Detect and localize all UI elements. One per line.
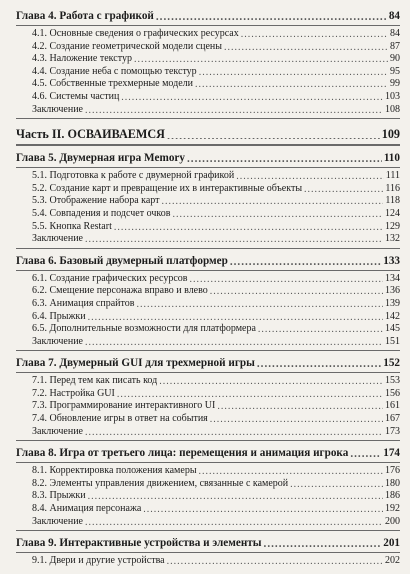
dot-leader	[236, 171, 384, 181]
chapter-heading-page-number: 152	[383, 357, 400, 370]
subsection-entry-title: 8.1. Корректировка положения камеры	[32, 465, 197, 477]
conclusion-entry	[16, 336, 400, 349]
dot-leader	[258, 324, 383, 334]
chapter-heading	[16, 535, 400, 553]
subsection-entry-page-number: 161	[385, 400, 400, 412]
subsection-entry	[16, 323, 400, 336]
dot-leader	[199, 466, 383, 476]
dot-leader	[172, 209, 383, 219]
chapter-heading-title: Глава 7. Двумерный GUI для трехмерной игры	[16, 357, 255, 370]
subsection-entry	[16, 413, 400, 426]
dot-leader	[143, 504, 383, 514]
subsection-entry	[16, 66, 400, 79]
chapter-section	[16, 445, 400, 531]
conclusion-entry-page-number: 108	[385, 103, 400, 115]
conclusion-entry-title: Заключение	[32, 335, 83, 347]
subsection-entry	[16, 221, 400, 234]
dot-leader	[224, 42, 388, 52]
subsection-entry-title: 4.6. Системы частиц	[32, 90, 120, 102]
conclusion-entry-page-number: 173	[385, 425, 400, 437]
conclusion-entry-title: Заключение	[32, 233, 83, 245]
part-heading-title: Часть II. ОСВАИВАЕМСЯ	[16, 127, 165, 142]
subsection-entry-title: 8.3. Прыжки	[32, 490, 86, 502]
subsection-entry-page-number: 136	[385, 285, 400, 297]
subsection-entry-title: 8.4. Анимация персонажа	[32, 503, 142, 515]
dot-leader	[210, 286, 383, 296]
conclusion-entry	[16, 516, 400, 529]
dot-leader	[85, 427, 383, 437]
chapter-section	[16, 8, 400, 119]
chapter-heading-page-number: 201	[383, 537, 400, 550]
subsection-entry	[16, 311, 400, 324]
subsection-entry-title: 6.5. Дополнительные возможности для платформера	[32, 323, 256, 335]
conclusion-entry-title: Заключение	[32, 103, 83, 115]
subsection-entry-title: 4.1. Основные сведения о графических ресурсах	[32, 28, 239, 39]
subsection-entry-page-number: 156	[385, 387, 400, 399]
conclusion-entry	[16, 104, 400, 117]
dot-leader	[88, 491, 383, 501]
subsection-entry	[16, 183, 400, 196]
dot-leader	[136, 299, 383, 309]
chapter-section	[16, 253, 400, 352]
subsection-entry	[16, 28, 400, 41]
dot-leader	[85, 517, 383, 527]
dot-leader	[162, 196, 384, 206]
subsection-entry-title: 5.5. Кнопка Restart	[32, 220, 112, 232]
chapter-heading-title: Глава 9. Интерактивные устройства и элементы	[16, 537, 262, 550]
conclusion-entry	[16, 233, 400, 246]
subsection-entry	[16, 388, 400, 401]
subsection-entry-title: 7.1. Перед тем как писать код	[32, 375, 158, 387]
conclusion-entry	[16, 426, 400, 439]
conclusion-entry-page-number: 151	[385, 335, 400, 347]
subsection-entry	[16, 273, 400, 286]
subsection-entry-title: 7.2. Настройка GUI	[32, 387, 115, 399]
subsection-entry-page-number: 129	[385, 220, 400, 232]
chapter-heading-page-number: 84	[388, 10, 400, 22]
subsection-entry-title: 6.4. Прыжки	[32, 310, 86, 322]
chapter-heading-title: Глава 4. Работа с графикой	[16, 10, 154, 22]
conclusion-entry-title: Заключение	[32, 425, 83, 437]
subsection-entry-page-number: 124	[385, 207, 400, 219]
dot-leader	[156, 9, 387, 20]
subsection-entry-title: 6.1. Создание графических ресурсов	[32, 272, 188, 284]
dot-leader	[167, 556, 383, 566]
dot-leader	[121, 92, 383, 102]
subsection-entry-page-number: 84	[390, 28, 400, 39]
subsection-entry-page-number: 118	[385, 195, 400, 207]
chapter-heading-page-number: 133	[383, 254, 400, 267]
subsection-entry	[16, 503, 400, 516]
chapter-heading	[16, 355, 400, 373]
subsection-entry-page-number: 90	[390, 53, 400, 65]
subsection-entry	[16, 400, 400, 413]
chapter-heading	[16, 445, 400, 463]
subsection-entry	[16, 53, 400, 66]
subsection-entry-page-number: 87	[390, 40, 400, 52]
dot-leader	[88, 312, 383, 322]
dot-leader	[257, 356, 381, 367]
conclusion-entry-page-number: 132	[385, 233, 400, 245]
table-of-contents	[16, 8, 400, 574]
subsection-entry-page-number: 176	[385, 465, 400, 477]
dot-leader	[85, 105, 383, 115]
dot-leader	[241, 29, 388, 39]
dot-leader	[199, 67, 388, 77]
subsection-entry-page-number: 99	[390, 78, 400, 90]
subsection-entry	[16, 208, 400, 221]
subsection-entry-page-number: 103	[385, 90, 400, 102]
subsection-entry	[16, 490, 400, 503]
subsection-entry-title: 8.2. Элементы управления движением, связанные с камерой	[32, 477, 289, 489]
chapter-heading-title: Глава 6. Базовый двумерный платформер	[16, 254, 228, 267]
dot-leader	[114, 222, 383, 232]
subsection-entry-page-number: 116	[385, 182, 400, 194]
subsection-entry	[16, 465, 400, 478]
conclusion-entry-title: Заключение	[32, 515, 83, 527]
subsection-entry-title: 7.4. Обновление игры в ответ на события	[32, 413, 208, 425]
chapter-heading-page-number: 110	[383, 152, 400, 165]
subsection-entry-title: 5.3. Отображение набора карт	[32, 195, 160, 207]
dot-leader	[350, 446, 381, 457]
dot-leader	[230, 254, 381, 265]
subsection-entry-title: 6.3. Анимация спрайтов	[32, 297, 135, 309]
dot-leader	[190, 274, 384, 284]
chapter-section	[16, 355, 400, 441]
subsection-entry	[16, 555, 400, 568]
subsection-entry-title: 4.3. Наложение текстур	[32, 53, 132, 65]
subsection-entry	[16, 375, 400, 388]
subsection-entry-title: 5.2. Создание карт и превращение их в интерактивные объекты	[32, 182, 303, 194]
subsection-entry-page-number: 202	[385, 555, 400, 567]
subsection-entry-page-number: 145	[385, 323, 400, 335]
subsection-entry	[16, 478, 400, 491]
subsection-entry-title: 6.2. Смещение персонажа вправо и влево	[32, 285, 208, 297]
chapter-heading-title: Глава 5. Двумерная игра Memory	[16, 152, 185, 165]
subsection-entry-page-number: 192	[385, 503, 400, 515]
subsection-entry-page-number: 167	[385, 413, 400, 425]
dot-leader	[264, 536, 382, 547]
subsection-entry	[16, 78, 400, 91]
chapter-heading	[16, 8, 400, 26]
subsection-entry-title: 5.4. Совпадения и подсчет очков	[32, 207, 171, 219]
subsection-entry-page-number: 180	[385, 477, 400, 489]
subsection-entry-page-number: 186	[385, 490, 400, 502]
subsection-entry-title: 9.1. Двери и другие устройства	[32, 555, 165, 567]
dot-leader	[290, 479, 383, 489]
subsection-entry-page-number: 134	[385, 272, 400, 284]
subsection-entry	[16, 41, 400, 54]
chapter-heading	[16, 150, 400, 168]
dot-leader	[85, 234, 383, 244]
chapter-heading-title: Глава 8. Игра от третьего лица: перемещения и анимация игрока	[16, 447, 349, 460]
subsection-entry-title: 4.2. Создание геометрической модели сцены	[32, 40, 222, 52]
subsection-entry	[16, 298, 400, 311]
subsection-entry	[16, 195, 400, 208]
dot-leader	[117, 389, 383, 399]
dot-leader	[134, 54, 388, 64]
chapter-heading-page-number: 174	[383, 447, 400, 460]
part-heading-page-number: 109	[381, 127, 400, 142]
chapter-section	[16, 535, 400, 570]
subsection-entry-page-number: 142	[385, 310, 400, 322]
conclusion-entry-page-number: 200	[385, 515, 400, 527]
dot-leader	[159, 376, 383, 386]
dot-leader	[304, 184, 383, 194]
subsection-entry-title: 4.4. Создание неба с помощью текстур	[32, 65, 197, 77]
subsection-entry-page-number: 139	[385, 297, 400, 309]
subsection-entry-title: 7.3. Программирование интерактивного UI	[32, 400, 216, 412]
chapter-heading	[16, 253, 400, 271]
subsection-entry-page-number: 111	[385, 170, 400, 182]
subsection-entry-title: 5.1. Подготовка к работе с двумерной графикой	[32, 170, 235, 182]
dot-leader	[195, 79, 388, 89]
subsection-entry	[16, 285, 400, 298]
dot-leader	[210, 414, 383, 424]
subsection-entry-page-number: 153	[385, 375, 400, 387]
chapter-section	[16, 150, 400, 249]
dot-leader	[167, 127, 380, 139]
subsection-entry	[16, 170, 400, 183]
dot-leader	[217, 401, 383, 411]
dot-leader	[85, 337, 383, 347]
dot-leader	[187, 151, 382, 162]
part-heading	[16, 125, 400, 145]
subsection-entry-page-number: 95	[390, 65, 400, 77]
subsection-entry-title: 4.5. Собственные трехмерные модели	[32, 78, 194, 90]
subsection-entry	[16, 91, 400, 104]
part-section	[16, 125, 400, 146]
